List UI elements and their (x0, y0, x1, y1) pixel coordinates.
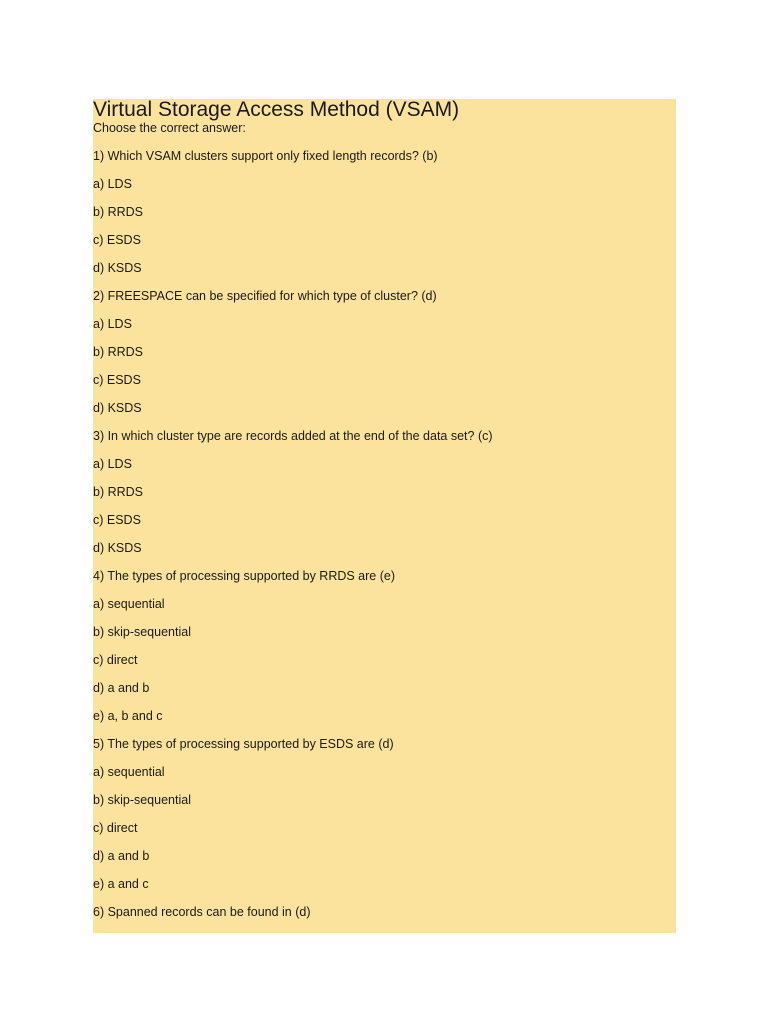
answer-option: c) direct (93, 821, 138, 835)
answer-option: c) ESDS (93, 233, 141, 247)
question-text: 5) The types of processing supported by ESDS are (d) (93, 737, 394, 751)
answer-option: b) skip-sequential (93, 625, 191, 639)
answer-option: d) a and b (93, 681, 150, 695)
answer-option: a) LDS (93, 177, 132, 191)
answer-option: e) a and c (93, 877, 149, 891)
answer-option: e) a, b and c (93, 709, 163, 723)
answer-option: d) KSDS (93, 401, 142, 415)
answer-option: b) RRDS (93, 345, 144, 359)
answer-option: d) KSDS (93, 541, 142, 555)
question-text: 6) Spanned records can be found in (d) (93, 905, 311, 919)
question-text: 2) FREESPACE can be specified for which type of cluster? (d) (93, 289, 437, 303)
answer-option: c) ESDS (93, 373, 141, 387)
answer-option: c) direct (93, 653, 138, 667)
answer-option: a) sequential (93, 765, 165, 779)
question-text: 3) In which cluster type are records added at the end of the data set? (c) (93, 429, 493, 443)
document-title: Virtual Storage Access Method (VSAM) (93, 98, 460, 121)
question-list (93, 148, 493, 932)
answer-option: b) RRDS (93, 205, 144, 219)
question-text: 4) The types of processing supported by RRDS are (e) (93, 569, 395, 583)
answer-option: d) KSDS (93, 261, 142, 275)
answer-option: b) skip-sequential (93, 793, 191, 807)
answer-option: b) RRDS (93, 485, 144, 499)
answer-option: a) LDS (93, 457, 132, 471)
answer-option: a) LDS (93, 317, 132, 331)
answer-option: d) a and b (93, 849, 150, 863)
instruction-text: Choose the correct answer: (93, 121, 246, 135)
answer-option: c) ESDS (93, 513, 141, 527)
answer-option: a) sequential (93, 597, 165, 611)
question-text: 1) Which VSAM clusters support only fixed length records? (b) (93, 149, 438, 163)
